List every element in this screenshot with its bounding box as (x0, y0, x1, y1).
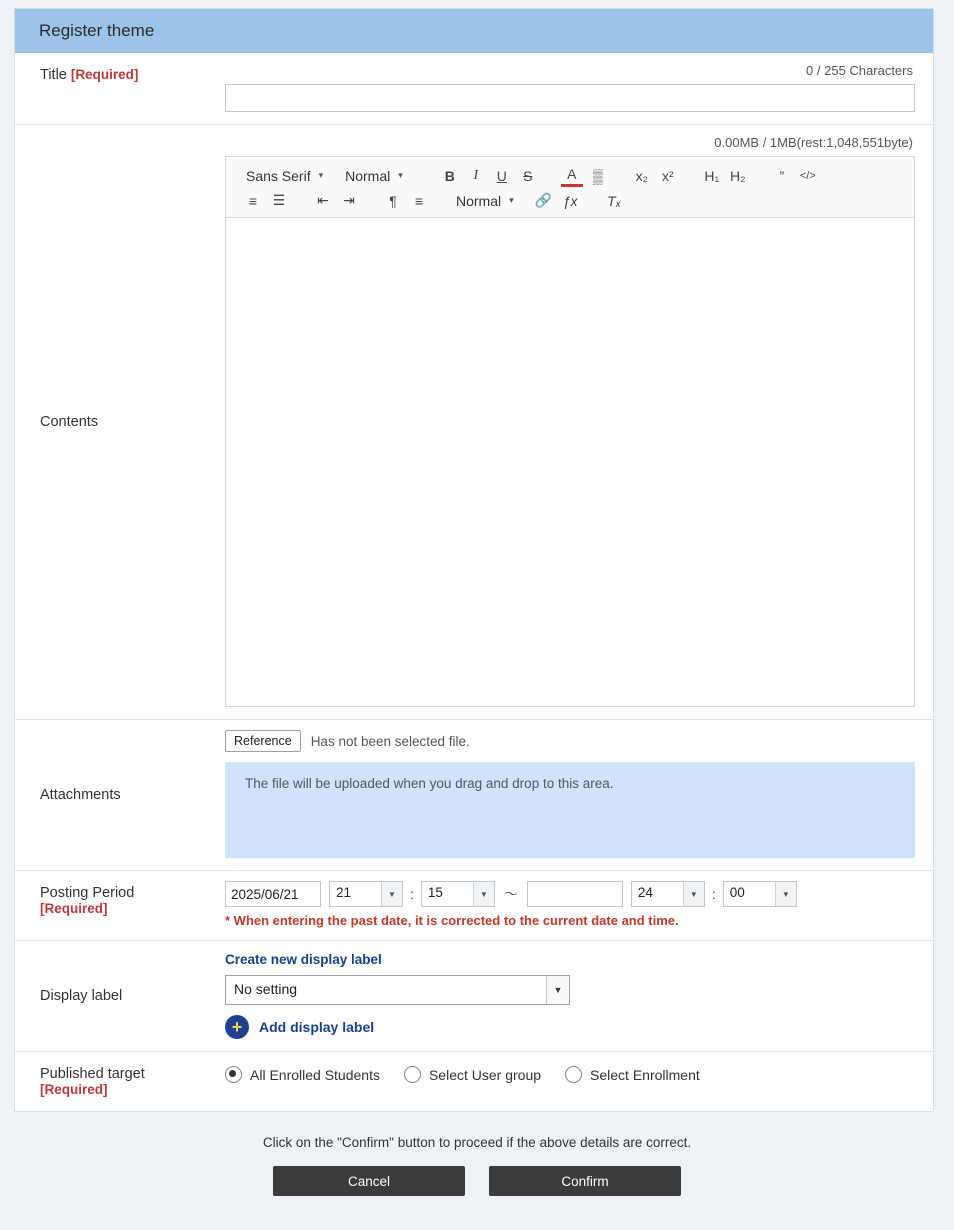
chevron-down-icon: ▼ (473, 882, 494, 906)
code-block-button[interactable]: </> (799, 169, 816, 182)
outdent-button[interactable]: ⇤ (317, 192, 329, 208)
contents-size-info: 0.00MB / 1MB(rest:1,048,551byte) (714, 135, 913, 150)
editor-content-area[interactable] (225, 217, 915, 707)
panel-header (15, 9, 933, 53)
end-hour-select[interactable] (631, 881, 705, 907)
published-target-body (225, 1052, 933, 1111)
editor-toolbar (225, 156, 915, 217)
contents-label (15, 125, 225, 719)
posting-period-label (15, 871, 225, 940)
display-label-label (15, 941, 225, 1051)
create-new-display-label-link[interactable]: Create new display label (225, 952, 382, 967)
end-minute-select[interactable] (723, 881, 797, 907)
attachments-label-text: Attachments (40, 787, 121, 803)
bold-button[interactable]: B (444, 167, 455, 184)
display-label-selected-value: No setting (234, 981, 298, 997)
chevron-updown-icon: ▾ (398, 170, 403, 180)
subscript-button[interactable]: x₂ (635, 167, 648, 184)
radio-select-enrollment[interactable] (565, 1066, 582, 1083)
cancel-button[interactable]: Cancel (273, 1166, 465, 1196)
radio-all-enrolled-students[interactable] (225, 1066, 242, 1083)
display-label-label-text: Display label (40, 988, 123, 1004)
chevron-updown-icon: ▾ (318, 170, 324, 180)
heading2-button[interactable]: H₂ (730, 167, 746, 184)
end-date-input[interactable] (527, 881, 623, 907)
title-char-counter: 0 / 255 Characters (806, 63, 913, 78)
block-format-select[interactable] (452, 190, 518, 212)
background-color-button[interactable]: ▒ (592, 167, 603, 184)
file-status-text: Has not been selected file. (310, 733, 470, 749)
attachments-label (15, 720, 225, 870)
confirm-button[interactable]: Confirm (489, 1166, 681, 1196)
published-target-label-text: Published target (40, 1066, 145, 1082)
add-display-label-text: Add display label (259, 1019, 375, 1035)
row-posting-period (15, 871, 933, 941)
title-input[interactable] (225, 84, 915, 112)
plus-icon: + (225, 1015, 249, 1039)
chevron-updown-icon: ▾ (509, 195, 514, 205)
row-display-label (15, 941, 933, 1052)
end-time-colon: : (711, 886, 716, 902)
text-direction-button[interactable]: ¶ (389, 192, 397, 209)
contents-body (225, 125, 933, 719)
start-date-input[interactable] (225, 881, 321, 907)
rich-text-editor (225, 156, 915, 707)
editor-toolbar-row-2 (232, 188, 908, 213)
start-hour-value: 21 (336, 885, 352, 900)
radio-label-select-user-group[interactable]: Select User group (428, 1066, 542, 1083)
title-body (225, 53, 933, 124)
ordered-list-button[interactable]: ≡ (248, 192, 258, 209)
file-dropzone[interactable] (225, 762, 915, 858)
underline-button[interactable]: U (496, 167, 507, 184)
page-title: Register theme (39, 21, 155, 40)
start-minute-value: 15 (427, 885, 443, 900)
align-button[interactable]: ≡ (414, 192, 424, 209)
contents-label-text: Contents (40, 414, 99, 430)
strikethrough-button[interactable]: S (523, 167, 533, 184)
posting-period-warning: * When entering the past date, it is corrected to the current date and time. (225, 913, 679, 928)
link-button[interactable]: 🔗 (534, 192, 553, 208)
italic-button[interactable]: I (473, 167, 479, 183)
period-inputs (225, 881, 915, 907)
published-target-options (225, 1062, 915, 1083)
file-select-line (225, 730, 915, 752)
radio-select-user-group[interactable] (404, 1066, 421, 1083)
superscript-button[interactable]: x² (661, 167, 674, 184)
block-format-value: Normal (456, 192, 502, 209)
row-attachments (15, 720, 933, 871)
posting-period-body (225, 871, 933, 940)
title-label (15, 53, 225, 124)
chevron-down-icon: ▼ (683, 882, 704, 906)
editor-toolbar-row-1 (232, 163, 908, 188)
font-size-value: Normal (345, 167, 391, 184)
title-required-tag: [Required] (70, 67, 139, 82)
chevron-down-icon: ▼ (775, 882, 796, 906)
indent-button[interactable]: ⇥ (343, 192, 355, 208)
bullet-list-button[interactable]: ☰ (272, 192, 286, 208)
chevron-down-icon: ▼ (546, 976, 569, 1004)
period-separator: 〜 (503, 886, 518, 902)
start-hour-select[interactable] (329, 881, 403, 907)
heading1-button[interactable]: H₁ (704, 167, 720, 184)
formula-button[interactable]: ƒx (562, 192, 578, 209)
add-display-label-button[interactable] (225, 1015, 915, 1039)
row-published-target (15, 1052, 933, 1111)
display-label-body (225, 941, 933, 1051)
font-color-button[interactable]: A (561, 165, 583, 187)
radio-label-all-enrolled-students[interactable]: All Enrolled Students (250, 1066, 380, 1083)
font-family-value: Sans Serif (246, 167, 311, 184)
blockquote-button[interactable]: ” (779, 167, 785, 184)
radio-label-select-enrollment[interactable]: Select Enrollment (590, 1066, 700, 1083)
footer (0, 1135, 954, 1196)
font-size-select[interactable] (341, 165, 407, 187)
end-hour-value: 24 (637, 885, 653, 900)
published-target-required-tag: [Required] (40, 1082, 108, 1097)
display-label-select[interactable] (225, 975, 570, 1005)
posting-period-required-tag: [Required] (40, 901, 108, 916)
chevron-down-icon: ▼ (381, 882, 402, 906)
clear-format-button[interactable]: Tₓ (607, 192, 622, 209)
dropzone-text: The file will be uploaded when you drag and drop to this area. (245, 776, 614, 791)
register-theme-panel (14, 8, 934, 1112)
start-time-colon: : (410, 886, 414, 902)
font-family-select[interactable] (242, 165, 327, 187)
title-label-text: Title (40, 67, 67, 83)
footer-note: Click on the "Confirm" button to proceed if the above details are correct. (262, 1135, 692, 1150)
posting-period-label-text: Posting Period (40, 885, 135, 901)
reference-button[interactable]: Reference (225, 730, 301, 752)
footer-buttons (0, 1166, 954, 1196)
start-minute-select[interactable] (421, 881, 495, 907)
row-contents (15, 125, 933, 720)
row-title (15, 53, 933, 125)
end-minute-value: 00 (729, 885, 745, 900)
attachments-body (225, 720, 933, 870)
published-target-label (15, 1052, 225, 1111)
